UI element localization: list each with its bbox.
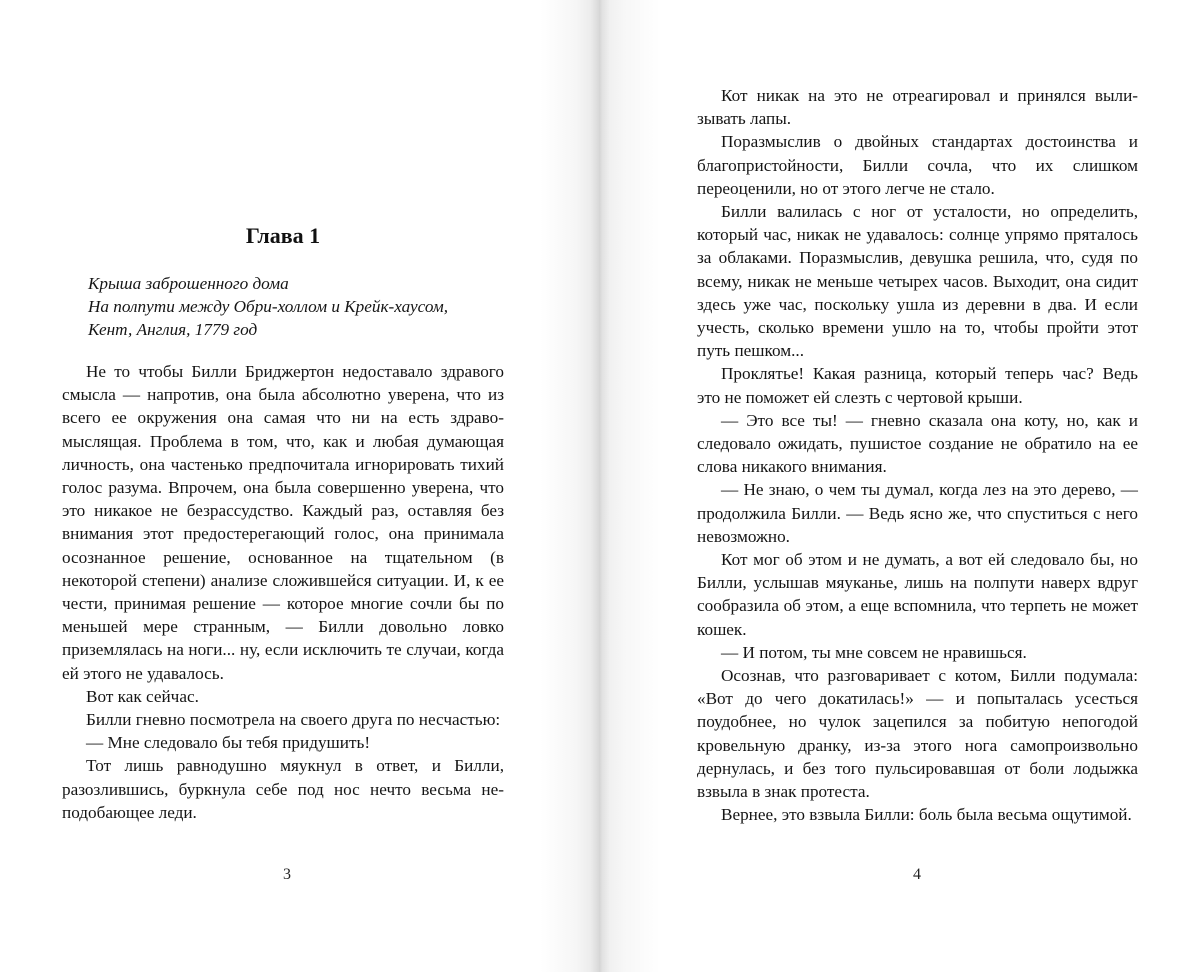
paragraph: Билли гневно посмотрела на своего друга по несчастью: xyxy=(86,710,501,730)
paragraph: Кот мог об этом и не думать, а вот ей следовало бы, но Билли, услышав мяуканье, лишь на полпути наверх вдруг сообразила об этом, а еще вспомнила, что терпеть не может кошек. xyxy=(697,550,1138,639)
paragraph: Не то чтобы Билли Бриджертон недоставало здравого смысла — напротив, она была абсолютно уверена, что из всего ее окружения она самая что ни на есть здравомыслящая. Проблема в том, что, как и любая думающая личность, она частенько предпочитала игнорировать тихий голос разума. Впрочем, она была совершенно уверена, что это никакое не безрассудство. Каждый раз, оставляя без внимания этот предостерегающий голос, она принимала осознанное решение, основанное на тщательном (в некоторой степени) анализе сложившейся ситуации. И, к ее чести, принимая решение — которое многие сочли бы по меньшей мере странным, — Билли довольно ловко приземлялась на ноги... ну, если исключить те случаи, когда ей этого не удавалось. xyxy=(62,362,504,683)
paragraph: Кот никак на это не отреагировал и принялся вылизывать лапы. xyxy=(697,86,1138,129)
paragraph: Осознав, что разговаривает с котом, Билли подумала: «Вот до чего докатилась!» — и попыталась усесться поудобнее, но чулок зацепился за побитую непогодой кровельную дранку, из-за этого нога самопроизвольно дернулась, и без того пульсировавшая от боли лодыжка взвыла в знак протеста. xyxy=(697,666,1138,802)
paragraph: Тот лишь равнодушно мяукнул в ответ, и Билли, разозлившись, буркнула себе под нос нечто весьма неподобающее леди. xyxy=(62,756,504,822)
location-line: На полпути между Обри-холлом и Крейк-хаусом, xyxy=(88,297,449,317)
location-line: Кент, Англия, 1779 год xyxy=(88,320,258,340)
paragraph: Поразмыслив о двойных стандартах достоинства и благопристойности, Билли сочла, что их слишком переоценили, но от этого легче не стало. xyxy=(697,132,1138,198)
right-page-body xyxy=(697,84,1138,827)
paragraph: — И потом, ты мне совсем не нравишься. xyxy=(721,642,1027,662)
paragraph: Вернее, это взвыла Билли: боль была весьма ощутимой. xyxy=(721,805,1132,825)
left-page-body xyxy=(62,360,504,824)
page-number: 4 xyxy=(913,866,921,883)
page-number: 3 xyxy=(283,866,291,883)
chapter-title: Глава 1 xyxy=(245,223,321,248)
paragraph: Вот как сейчас. xyxy=(86,686,199,706)
paragraph: Билли валилась с ног от усталости, но определить, который час, никак не удавалось: солнце упрямо пряталось за облаками. Поразмыслив, девушка решила, что, судя по всему, никак не меньше четырех часов. Выходит, она сидит здесь уже час, поскольку ушла из деревни в два. И если учесть, сколько времени ушло на то, чтобы пройти этот путь пешком... xyxy=(697,202,1138,361)
paragraph: — Не знаю, о чем ты думал, когда лез на это дерево, — продолжила Билли. — Ведь ясно же, что спуститься с него невозможно. xyxy=(697,480,1138,546)
location-line: Крыша заброшенного дома xyxy=(88,274,289,293)
paragraph: — Это все ты! — гневно сказала она коту, но, как и следовало ожидать, пушистое создание не обратило на ее слова никакого внимания. xyxy=(697,410,1138,477)
paragraph: Проклятье! Какая разница, который теперь час? Ведь это не поможет ей слезть с чертовой крыши. xyxy=(697,364,1138,407)
paragraph: — Мне следовало бы тебя придушить! xyxy=(86,733,371,753)
right-page xyxy=(600,0,1200,972)
chapter-location xyxy=(88,272,508,342)
